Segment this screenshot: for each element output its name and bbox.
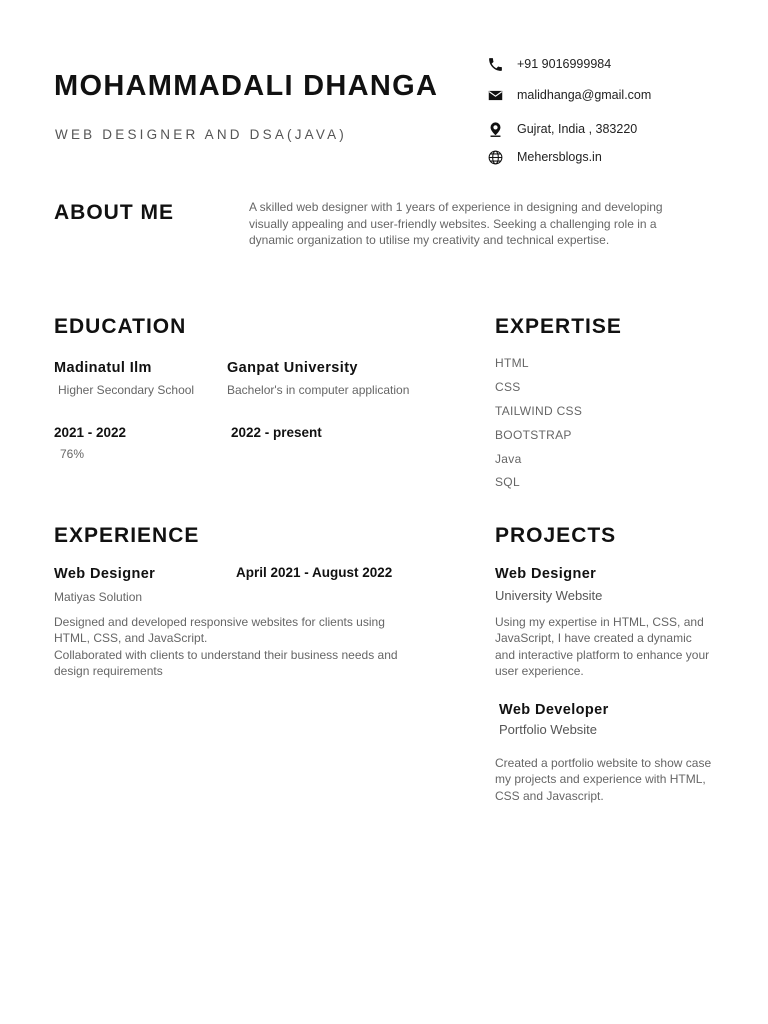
skill-item: Java	[495, 452, 522, 466]
mail-icon	[486, 86, 504, 104]
location-text: Gujrat, India , 383220	[517, 122, 638, 136]
contact-phone	[486, 55, 611, 73]
project-description-1: Using my expertise in HTML, CSS, and JavaScript, I have created a dynamic and interactive platform to enhance your user experience.	[495, 615, 710, 678]
education-school-2: Ganpat University	[227, 360, 358, 376]
globe-icon	[486, 148, 504, 166]
education-degree-1: Higher Secondary School	[58, 383, 195, 397]
skill-item: HTML	[495, 356, 529, 370]
contact-location	[486, 120, 637, 138]
skill-item: BOOTSTRAP	[495, 428, 572, 442]
project-subtitle-2: Portfolio Website	[499, 722, 598, 737]
project-title-1: Web Designer	[495, 566, 597, 582]
experience-company: Matiyas Solution	[54, 590, 143, 604]
skill-item: SQL	[495, 475, 520, 489]
education-school-1: Madinatul Ilm	[54, 360, 152, 376]
about-text: A skilled web designer with 1 years of experience in designing and developing visually appealing and user-friendly websites. Seeking a challenging role in a dynamic organization to utilise my creativity and technical expertise.	[249, 200, 663, 247]
education-dates-2: 2022 - present	[231, 425, 322, 440]
candidate-role: WEB DESIGNER AND DSA(JAVA)	[55, 127, 347, 142]
contact-email	[486, 86, 651, 104]
projects-heading: PROJECTS	[495, 524, 617, 547]
education-degree-2: Bachelor's in computer application	[227, 383, 410, 397]
location-pin-icon	[486, 120, 504, 138]
website-link[interactable]: Mehersblogs.in	[517, 150, 602, 164]
experience-line-1: Designed and developed responsive websites for clients using HTML, CSS, and JavaScript.	[54, 615, 385, 646]
contact-website	[486, 148, 602, 166]
phone-number: +91 9016999984	[517, 57, 612, 71]
candidate-name: MOHAMMADALI DHANGA	[54, 70, 439, 102]
experience-dates: April 2021 - August 2022	[236, 565, 393, 580]
education-score-1: 76%	[60, 447, 85, 461]
email-address[interactable]: malidhanga@gmail.com	[517, 88, 652, 102]
project-description-2: Created a portfolio website to show case my projects and experience with HTML, CSS and Javascript.	[495, 756, 712, 803]
project-subtitle-1: University Website	[495, 588, 603, 603]
skill-item: CSS	[495, 380, 521, 394]
project-title-2: Web Developer	[499, 702, 609, 718]
experience-heading: EXPERIENCE	[54, 524, 200, 547]
experience-line-2: Collaborated with clients to understand their business needs and design requirements	[54, 647, 398, 678]
experience-description	[54, 614, 424, 679]
education-heading: EDUCATION	[54, 315, 187, 338]
expertise-heading: EXPERTISE	[495, 315, 622, 338]
skill-item: TAILWIND CSS	[495, 404, 583, 418]
experience-title: Web Designer	[54, 566, 156, 582]
education-dates-1: 2021 - 2022	[54, 425, 127, 440]
phone-icon	[486, 55, 504, 73]
about-heading: ABOUT ME	[54, 201, 174, 224]
